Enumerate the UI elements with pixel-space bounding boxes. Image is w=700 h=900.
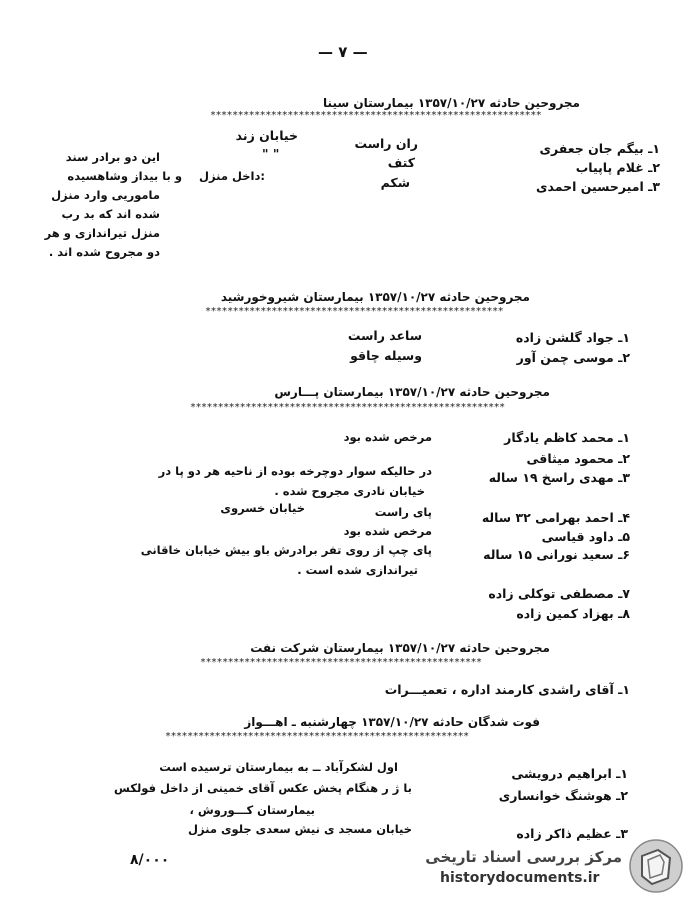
injury-detail: مرخص شده بود: [343, 430, 432, 444]
footer-number: ۸/۰۰۰: [130, 852, 170, 868]
note-line: منزل تیراندازی و هر: [44, 226, 160, 240]
star-divider: *******************************************************: [165, 731, 469, 742]
injured-name: ۱ـ محمد کاظم یادگار: [504, 430, 630, 445]
death-detail: خیابان مسجد ی نیش سعدی جلوی منزل: [188, 822, 412, 836]
deceased-name: ۳ـ عظیم ذاکر زاده: [516, 826, 628, 841]
injured-name: ۴ـ احمد بهرامی ۳۲ ساله: [481, 510, 630, 525]
injured-name: ۲ـ غلام پاپیاب: [575, 160, 660, 175]
wound-location: کتف: [387, 155, 415, 170]
injury-detail: پای راست: [374, 505, 432, 519]
injured-name: ۵ـ داود قیاسی: [541, 529, 630, 544]
injury-detail: پای چپ از روی تفر برادرش باو بیش خیابان خاقانی: [140, 543, 432, 557]
injury-detail: خیابان نادری مجروح شده .: [274, 484, 425, 498]
note-line: این دو برادر سند: [65, 150, 160, 164]
injured-name: ۳ـ امیرحسین احمدی: [536, 179, 660, 194]
section-title-pars: مجروحین حادثه ۱۳۵۷/۱۰/۲۷ بیمارستان پـــارس: [274, 385, 550, 399]
ditto-marks: " ": [262, 146, 280, 161]
injury-detail: در حالیکه سوار دوچرخه بوده از ناحیه هر دو پا در: [158, 464, 432, 478]
note-line: شده اند که بد رب: [61, 207, 160, 221]
note-line: و با بیداز وشاهسیده: [67, 169, 182, 183]
injured-name: ۱ـ بیگم جان جعفری: [539, 141, 660, 156]
archive-logo-icon: [628, 838, 684, 894]
section-title-deceased: فوت شدگان حادثه ۱۳۵۷/۱۰/۲۷ چهارشنبه ـ اهـــواز: [244, 715, 540, 729]
section-title-sina: مجروحین حادثه ۱۳۵۷/۱۰/۲۷ بیمارستان سینا: [323, 96, 580, 110]
injury-detail: تیراندازی شده است .: [297, 563, 418, 577]
injured-name: ۷ـ مصطفی توکلی زاده: [488, 586, 630, 601]
note-line: ماموریی وارد منزل: [51, 188, 160, 202]
page-number: — ۷ —: [318, 43, 368, 61]
injured-name: ۱ـ آقای راشدی کارمند اداره ، تعمیـــرات: [384, 682, 630, 697]
injured-name: ۲ـ موسی چمن آور: [516, 350, 630, 365]
section-title-oil-company: مجروحین حادثه ۱۳۵۷/۱۰/۲۷ بیمارستان شرکت نفت: [250, 641, 550, 655]
wound-location: شکم: [380, 175, 410, 190]
star-divider: ************************************************************: [210, 110, 542, 121]
star-divider: ******************************************************: [205, 306, 504, 317]
injured-name: ۳ـ مهدی راسخ ۱۹ ساله: [488, 470, 630, 485]
injury-detail: مرخص شده بود: [343, 524, 432, 538]
injured-name: ۶ـ سعید نورانی ۱۵ ساله: [483, 547, 630, 562]
injury-cause: وسیله چاقو: [350, 348, 422, 363]
watermark-title: مرکز بررسی اسناد تاریخی: [425, 848, 622, 866]
injured-name: ۸ـ بهزاد کمین زاده: [516, 606, 630, 621]
section-title-shir-o-khorshid: مجروحین حادثه ۱۳۵۷/۱۰/۲۷ بیمارستان شیروخورشید: [220, 290, 530, 304]
injured-name: ۲ـ محمود میثاقی: [526, 451, 630, 466]
note-line: دو مجروح شده اند .: [48, 245, 160, 259]
deceased-name: ۱ـ ابراهیم درویشی: [511, 766, 628, 781]
death-detail: بیمارستان کـــوروش ،: [189, 803, 315, 817]
column-header-location: خیابان زند: [235, 128, 298, 143]
wound-location: ساعد راست: [347, 328, 422, 343]
star-divider: ***************************************************: [200, 657, 482, 668]
injured-name: ۱ـ جواد گلشن زاده: [515, 330, 630, 345]
watermark-url: historydocuments.ir: [440, 870, 600, 886]
injury-detail: خیابان خسروی: [220, 501, 305, 515]
death-detail: با ژ ر هنگام پخش عکس آقای خمینی از داخل فولکس: [114, 781, 412, 795]
column-header-wound: ران راست: [354, 136, 418, 151]
incident-location: :داخل منزل: [199, 169, 265, 183]
star-divider: *********************************************************: [190, 402, 505, 413]
death-detail: اول لشکرآباد ــ به بیمارستان ترسیده است: [159, 760, 398, 774]
deceased-name: ۲ـ هوشنگ خوانساری: [498, 788, 628, 803]
